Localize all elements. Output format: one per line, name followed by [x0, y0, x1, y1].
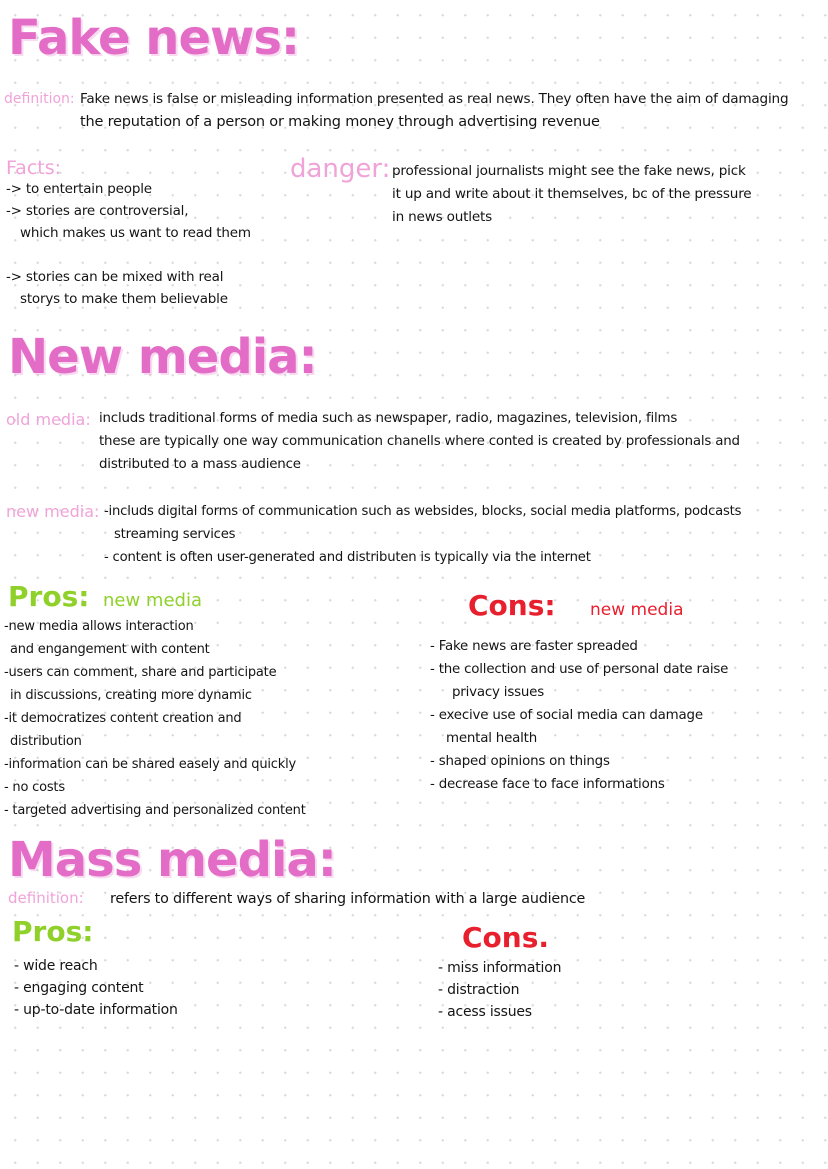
list-item: - no costs — [4, 780, 65, 795]
list-item: distribution — [10, 734, 82, 749]
new-media-pros-title: Pros: — [8, 580, 90, 613]
list-item: in discussions, creating more dynamic — [10, 688, 252, 703]
list-item: -> stories can be mixed with real — [6, 269, 224, 285]
text-line: it up and write about it themselves, bc of the pressure — [392, 186, 752, 202]
new-media-label: new media: — [6, 502, 100, 521]
list-item: - the collection and use of personal date raise — [430, 662, 729, 677]
new-media-cons-subtitle: new media — [590, 600, 684, 620]
danger-label: danger: — [290, 154, 391, 184]
list-item: - distraction — [438, 982, 520, 998]
facts-list — [6, 178, 251, 310]
list-item: and engangement with content — [10, 642, 210, 657]
list-item: - acess issues — [438, 1004, 532, 1020]
text-line: includs traditional forms of media such as newspaper, radio, magazines, television, films — [99, 411, 678, 426]
mass-media-heading: Mass media: — [8, 832, 336, 888]
fake-news-definition-label: definition: — [4, 91, 75, 107]
text-line: streaming services — [114, 527, 236, 542]
new-media-heading: New media: — [8, 329, 317, 385]
mass-media-pros-list — [14, 955, 178, 1021]
list-item: -> stories are controversial, — [6, 203, 189, 219]
list-item: mental health — [446, 731, 537, 746]
list-item: -users can comment, share and participate — [4, 665, 277, 680]
text-line: - content is often user-generated and distributen is typically via the internet — [104, 550, 591, 565]
text-line: distributed to a mass audience — [99, 457, 301, 472]
mass-media-definition: refers to different ways of sharing information with a large audience — [110, 891, 586, 907]
list-item: -new media allows interaction — [4, 619, 194, 634]
fake-news-definition — [80, 88, 822, 134]
mass-media-cons-title: Cons. — [462, 921, 550, 954]
list-item: - execive use of social media can damage — [430, 708, 703, 723]
list-item: which makes us want to read them — [20, 225, 251, 241]
mass-media-definition-label: definition: — [8, 889, 84, 907]
old-media-label: old media: — [6, 410, 91, 429]
text-line: in news outlets — [392, 209, 493, 225]
facts-label: Facts: — [6, 157, 62, 179]
list-item: - up-to-date information — [14, 1002, 178, 1018]
list-item: privacy issues — [452, 685, 544, 700]
list-item: - Fake news are faster spreaded — [430, 639, 638, 654]
list-item: - decrease face to face informations — [430, 777, 665, 792]
danger-text — [392, 160, 824, 229]
new-media-pros-list — [4, 615, 306, 822]
text-line: Fake news is false or misleading information presented as real news. They often have the aim of damaging — [80, 91, 789, 107]
text-line: these are typically one way communication chanells where conted is created by professionals and — [99, 434, 740, 449]
new-media-text — [104, 500, 741, 569]
text-line: the reputation of a person or making money through advertising revenue — [80, 114, 600, 130]
list-item: -it democratizes content creation and — [4, 711, 242, 726]
text-line: -includs digital forms of communication such as websides, blocks, social media platforms, podcasts — [104, 504, 742, 519]
new-media-pros-subtitle: new media — [103, 590, 202, 611]
mass-media-pros-title: Pros: — [12, 915, 94, 948]
list-item: -> to entertain people — [6, 181, 152, 197]
mass-media-cons-list — [438, 957, 561, 1023]
new-media-cons-list — [430, 635, 728, 796]
list-item: -information can be shared easely and quickly — [4, 757, 296, 772]
list-item: - miss information — [438, 960, 562, 976]
list-item: storys to make them believable — [20, 291, 228, 307]
list-item: - shaped opinions on things — [430, 754, 610, 769]
list-spacer — [6, 244, 251, 266]
new-media-cons-title: Cons: — [468, 589, 556, 622]
list-item: - engaging content — [14, 980, 144, 996]
text-line: professional journalists might see the fake news, pick — [392, 163, 746, 179]
fake-news-heading: Fake news: — [8, 10, 300, 66]
list-item: - wide reach — [14, 958, 98, 974]
list-item: - targeted advertising and personalized content — [4, 803, 306, 818]
old-media-text — [99, 407, 740, 476]
